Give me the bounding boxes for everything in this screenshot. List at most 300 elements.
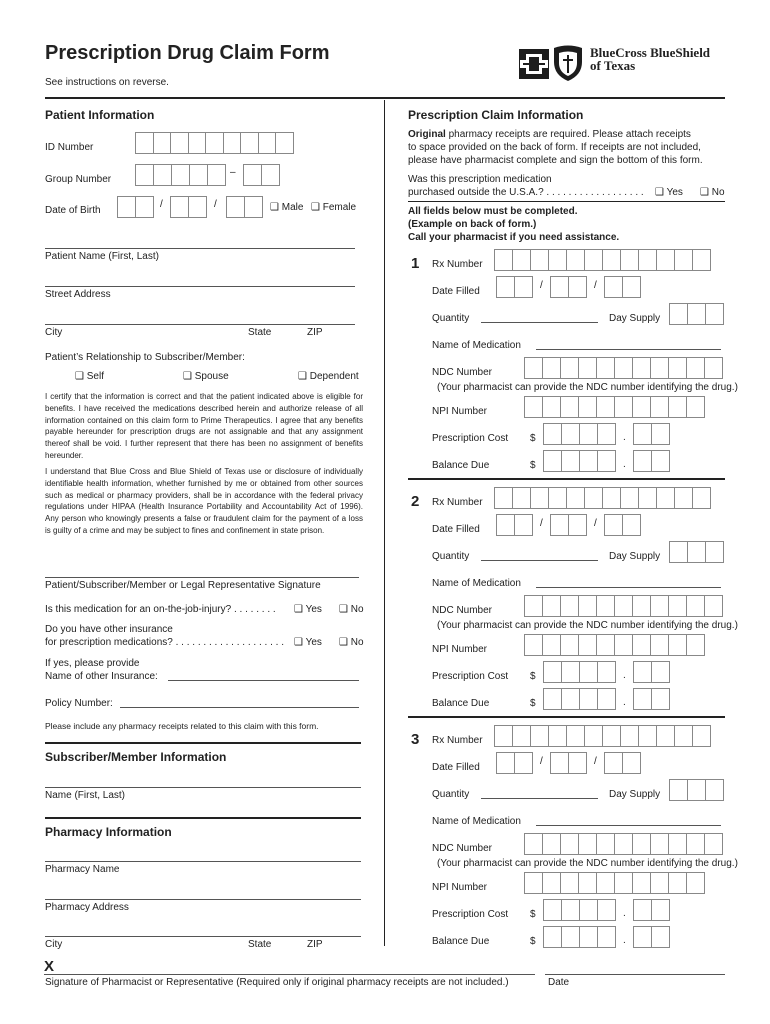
day-supply-label: Day Supply [609, 551, 661, 562]
outside-usa-yes[interactable]: ❑ Yes [655, 187, 683, 198]
npi-digit-box[interactable] [632, 396, 651, 418]
dob-slash-2: / [214, 199, 217, 210]
street-label: Street Address [45, 289, 111, 300]
id-digit-box[interactable] [275, 132, 294, 154]
cost-dollar-box[interactable] [543, 423, 562, 445]
rx-digit-box[interactable] [692, 487, 711, 509]
ndc-digit-box[interactable] [686, 595, 705, 617]
npi-digit-box[interactable] [560, 634, 579, 656]
date-year-box[interactable] [622, 276, 641, 298]
ndc-note: (Your pharmacist can provide the NDC number identifying the drug.) [437, 620, 738, 631]
male-checkbox[interactable]: ❑ Male [270, 202, 304, 213]
cost-decimal: . [623, 432, 626, 443]
date-slash: / [540, 518, 543, 529]
ndc-digit-box[interactable] [668, 595, 687, 617]
balance-dollar-box[interactable] [561, 926, 580, 948]
rx-digit-box[interactable] [584, 487, 603, 509]
prescription-cost-label: Prescription Cost [432, 671, 509, 682]
id-digit-box[interactable] [205, 132, 224, 154]
claim-rule [408, 201, 725, 202]
date-year-box[interactable] [604, 752, 623, 774]
npi-label: NPI Number [432, 644, 488, 655]
spouse-checkbox[interactable]: ❑ Spouse [183, 371, 229, 382]
ndc-digit-box[interactable] [614, 357, 633, 379]
date-year-box[interactable] [622, 752, 641, 774]
date-label: Date [548, 977, 570, 988]
day-supply-box[interactable] [669, 303, 688, 325]
pharmacy-address-label: Pharmacy Address [45, 902, 129, 913]
relationship-label: Patient’s Relationship to Subscriber/Member: [45, 352, 245, 363]
group-suffix-box[interactable] [243, 164, 262, 186]
group-digit-box[interactable] [153, 164, 172, 186]
group-digit-box[interactable] [189, 164, 208, 186]
day-supply-box[interactable] [687, 303, 706, 325]
balance-cents-box[interactable] [633, 926, 652, 948]
privacy-text: I understand that Blue Cross and Blue Shield of Texas use or disclosure of individually identifiable health information, whether furnished by me or obtained from other sources such as medical or pharmacy providers, shall be in accordance with the federal privacy regulations under HIPAA (Health Insurance Portability and Accountability Act of 1996). Any person who knowingly presents a false or fraudulent claim for the payment of a loss is guilty of a crime and may be subject to fines and confinement in state prison. [45, 467, 363, 535]
npi-digit-box[interactable] [614, 396, 633, 418]
balance-dollar-box[interactable] [597, 450, 616, 472]
ndc-digit-box[interactable] [650, 833, 669, 855]
npi-digit-box[interactable] [596, 634, 615, 656]
npi-digit-box[interactable] [560, 872, 579, 894]
self-checkbox[interactable]: ❑ Self [75, 371, 104, 382]
pharmacy-state-label: State [248, 939, 272, 950]
npi-digit-box[interactable] [596, 872, 615, 894]
cost-cents-box[interactable] [633, 661, 652, 683]
balance-dollar-box[interactable] [579, 450, 598, 472]
subscriber-rule [45, 742, 361, 744]
cost-cents-box[interactable] [651, 899, 670, 921]
ndc-digit-box[interactable] [560, 595, 579, 617]
ndc-digit-box[interactable] [596, 833, 615, 855]
claim-number: 1 [411, 255, 420, 272]
date-line[interactable] [545, 974, 725, 975]
npi-digit-box[interactable] [578, 634, 597, 656]
balance-decimal: . [623, 459, 626, 470]
quantity-label: Quantity [432, 551, 470, 562]
receipts-note: Please include any pharmacy receipts related to this claim with this form. [45, 721, 319, 731]
ndc-digit-box[interactable] [668, 833, 687, 855]
other-insurance-yes[interactable]: ❑ Yes [294, 637, 322, 648]
female-checkbox[interactable]: ❑ Female [311, 202, 357, 213]
policy-label: Policy Number: [45, 698, 113, 709]
certification-text: I certify that the information is correct and that the patient indicated above is eligible for benefits. I have received the medications described herein and authorize release of all information contained on this claim form to Prime Therapeutics. I agree that any benefits payable hereunder for prescription drugs are not assignable and that any assignment thereof shall be void. I further represent that there has been no assignment of benefits hereunder. [45, 392, 363, 460]
day-supply-box[interactable] [687, 779, 706, 801]
npi-digit-box[interactable] [650, 634, 669, 656]
date-slash: / [540, 756, 543, 767]
rx-digit-box[interactable] [656, 249, 675, 271]
rx-digit-box[interactable] [512, 249, 531, 271]
date-slash: / [594, 280, 597, 291]
rx-digit-box[interactable] [584, 249, 603, 271]
rx-digit-box[interactable] [494, 249, 513, 271]
group-digit-box[interactable] [135, 164, 154, 186]
rx-digit-box[interactable] [494, 725, 513, 747]
rx-digit-box[interactable] [620, 249, 639, 271]
cost-dollar-box[interactable] [597, 899, 616, 921]
pharmacy-name-line[interactable] [45, 861, 361, 862]
balance-dollar-box[interactable] [579, 688, 598, 710]
pharmacy-heading: Pharmacy Information [45, 825, 172, 839]
group-dash: – [230, 167, 236, 178]
ndc-note: (Your pharmacist can provide the NDC number identifying the drug.) [437, 858, 738, 869]
other-insurance-no[interactable]: ❑ No [339, 637, 364, 648]
npi-digit-box[interactable] [686, 634, 705, 656]
patient-heading: Patient Information [45, 108, 155, 122]
ndc-digit-box[interactable] [542, 833, 561, 855]
npi-digit-box[interactable] [542, 634, 561, 656]
street-line[interactable] [45, 286, 355, 287]
npi-digit-box[interactable] [650, 396, 669, 418]
group-digit-box[interactable] [207, 164, 226, 186]
pharmacy-city-label: City [45, 939, 63, 950]
patient-signature-line[interactable] [45, 577, 359, 578]
date-day-box[interactable] [568, 514, 587, 536]
balance-cents-box[interactable] [651, 450, 670, 472]
rx-digit-box[interactable] [674, 249, 693, 271]
dob-month-box[interactable] [135, 196, 154, 218]
if-yes-label-2: Name of other Insurance: [45, 671, 158, 682]
npi-digit-box[interactable] [668, 872, 687, 894]
date-day-box[interactable] [550, 752, 569, 774]
patient-signature-label: Patient/Subscriber/Member or Legal Representative Signature [45, 580, 321, 591]
required-note-2: (Example on back of form.) [408, 219, 537, 230]
pharmacy-city-line[interactable] [45, 936, 361, 937]
npi-digit-box[interactable] [542, 396, 561, 418]
id-label: ID Number [45, 142, 94, 153]
date-month-box[interactable] [496, 752, 515, 774]
balance-dollar-box[interactable] [561, 688, 580, 710]
date-slash: / [540, 280, 543, 291]
rx-digit-box[interactable] [602, 725, 621, 747]
id-digit-box[interactable] [188, 132, 207, 154]
rx-number-label: Rx Number [432, 259, 483, 270]
ndc-digit-box[interactable] [704, 595, 723, 617]
job-injury-yes[interactable]: ❑ Yes [294, 604, 322, 615]
rx-digit-box[interactable] [602, 249, 621, 271]
quantity-line[interactable] [481, 560, 598, 561]
npi-digit-box[interactable] [524, 872, 543, 894]
date-day-box[interactable] [550, 514, 569, 536]
ndc-label: NDC Number [432, 605, 493, 616]
medication-label: Name of Medication [432, 340, 521, 351]
balance-dollar-sign: $ [530, 936, 536, 947]
pharmacy-name-label: Pharmacy Name [45, 864, 120, 875]
cost-dollar-sign: $ [530, 671, 536, 682]
npi-digit-box[interactable] [686, 872, 705, 894]
quantity-label: Quantity [432, 789, 470, 800]
rx-digit-box[interactable] [530, 249, 549, 271]
npi-digit-box[interactable] [578, 872, 597, 894]
pharmacist-signature-label: Signature of Pharmacist or Representative (Required only if original pharmacy receipts are not included.) [45, 977, 509, 988]
cost-cents-box[interactable] [633, 423, 652, 445]
ndc-digit-box[interactable] [542, 357, 561, 379]
rx-digit-box[interactable] [566, 725, 585, 747]
rx-digit-box[interactable] [494, 487, 513, 509]
balance-cents-box[interactable] [633, 450, 652, 472]
cost-cents-box[interactable] [651, 423, 670, 445]
balance-dollar-sign: $ [530, 460, 536, 471]
date-slash: / [594, 756, 597, 767]
day-supply-label: Day Supply [609, 789, 661, 800]
ndc-digit-box[interactable] [578, 833, 597, 855]
claim-intro-1: Original pharmacy receipts are required. Please attach receipts [408, 129, 691, 140]
ndc-digit-box[interactable] [596, 357, 615, 379]
balance-cents-box[interactable] [651, 688, 670, 710]
ndc-digit-box[interactable] [632, 833, 651, 855]
medication-line[interactable] [536, 825, 721, 826]
dob-slash-1: / [160, 199, 163, 210]
ndc-digit-box[interactable] [704, 833, 723, 855]
npi-label: NPI Number [432, 882, 488, 893]
date-day-box[interactable] [568, 276, 587, 298]
if-yes-label-1: If yes, please provide [45, 658, 140, 669]
ndc-digit-box[interactable] [542, 595, 561, 617]
group-suffix-box[interactable] [261, 164, 280, 186]
date-day-box[interactable] [568, 752, 587, 774]
id-digit-box[interactable] [240, 132, 259, 154]
ndc-digit-box[interactable] [650, 357, 669, 379]
quantity-line[interactable] [481, 322, 598, 323]
pharmacist-signature-line[interactable] [44, 974, 535, 975]
npi-digit-box[interactable] [632, 634, 651, 656]
rx-digit-box[interactable] [548, 249, 567, 271]
balance-dollar-box[interactable] [597, 688, 616, 710]
prescription-cost-label: Prescription Cost [432, 433, 509, 444]
rx-digit-box[interactable] [656, 725, 675, 747]
outside-usa-q2: purchased outside the U.S.A.? . . . . . . . . . . . . . . . . . . [408, 187, 644, 198]
cost-cents-box[interactable] [633, 899, 652, 921]
ndc-digit-box[interactable] [650, 595, 669, 617]
date-year-box[interactable] [622, 514, 641, 536]
cost-dollar-box[interactable] [561, 661, 580, 683]
outside-usa-no[interactable]: ❑ No [700, 187, 725, 198]
pharmacy-address-line[interactable] [45, 899, 361, 900]
rx-digit-box[interactable] [620, 487, 639, 509]
balance-due-label: Balance Due [432, 936, 490, 947]
rx-digit-box[interactable] [566, 487, 585, 509]
cost-dollar-box[interactable] [597, 423, 616, 445]
rx-digit-box[interactable] [674, 725, 693, 747]
cost-dollar-box[interactable] [579, 661, 598, 683]
rx-digit-box[interactable] [638, 725, 657, 747]
medication-line[interactable] [536, 349, 721, 350]
group-label: Group Number [45, 174, 112, 185]
id-digit-box[interactable] [258, 132, 277, 154]
rx-number-label: Rx Number [432, 497, 483, 508]
rx-digit-box[interactable] [674, 487, 693, 509]
claim-number: 2 [411, 493, 420, 510]
pharmacy-rule [45, 817, 361, 819]
cost-cents-box[interactable] [651, 661, 670, 683]
balance-dollar-box[interactable] [597, 926, 616, 948]
rx-digit-box[interactable] [566, 249, 585, 271]
ndc-digit-box[interactable] [596, 595, 615, 617]
bcbs-logo-icon [518, 44, 584, 82]
rx-digit-box[interactable] [692, 725, 711, 747]
date-year-box[interactable] [604, 276, 623, 298]
id-digit-box[interactable] [135, 132, 154, 154]
balance-dollar-box[interactable] [543, 450, 562, 472]
prescription-cost-label: Prescription Cost [432, 909, 509, 920]
day-supply-box[interactable] [705, 303, 724, 325]
rx-digit-box[interactable] [620, 725, 639, 747]
balance-cents-box[interactable] [633, 688, 652, 710]
npi-digit-box[interactable] [614, 872, 633, 894]
cost-dollar-sign: $ [530, 433, 536, 444]
medication-label: Name of Medication [432, 816, 521, 827]
column-divider [384, 100, 385, 946]
date-day-box[interactable] [550, 276, 569, 298]
rx-digit-box[interactable] [530, 725, 549, 747]
rx-digit-box[interactable] [656, 487, 675, 509]
cost-dollar-box[interactable] [561, 423, 580, 445]
dob-year-box[interactable] [244, 196, 263, 218]
cost-dollar-box[interactable] [543, 899, 562, 921]
required-note-1: All fields below must be completed. [408, 206, 578, 217]
cost-dollar-box[interactable] [597, 661, 616, 683]
balance-decimal: . [623, 697, 626, 708]
ndc-digit-box[interactable] [524, 357, 543, 379]
npi-digit-box[interactable] [524, 634, 543, 656]
day-supply-box[interactable] [669, 541, 688, 563]
ndc-digit-box[interactable] [686, 833, 705, 855]
claim-number: 3 [411, 731, 420, 748]
claim-section-rule [408, 478, 725, 480]
date-month-box[interactable] [496, 514, 515, 536]
policy-line[interactable] [120, 707, 359, 708]
balance-cents-box[interactable] [651, 926, 670, 948]
date-filled-label: Date Filled [432, 762, 480, 773]
medication-line[interactable] [536, 587, 721, 588]
claim-heading: Prescription Claim Information [408, 108, 584, 122]
cost-dollar-box[interactable] [579, 899, 598, 921]
date-filled-label: Date Filled [432, 524, 480, 535]
other-insurance-line[interactable] [168, 680, 359, 681]
quantity-line[interactable] [481, 798, 598, 799]
balance-dollar-box[interactable] [543, 688, 562, 710]
ndc-digit-box[interactable] [560, 833, 579, 855]
npi-digit-box[interactable] [668, 634, 687, 656]
ndc-digit-box[interactable] [578, 357, 597, 379]
date-month-box[interactable] [496, 276, 515, 298]
ndc-digit-box[interactable] [614, 833, 633, 855]
rx-digit-box[interactable] [548, 725, 567, 747]
balance-dollar-sign: $ [530, 698, 536, 709]
npi-digit-box[interactable] [524, 396, 543, 418]
city-label: City [45, 327, 63, 338]
npi-label: NPI Number [432, 406, 488, 417]
rx-digit-box[interactable] [530, 487, 549, 509]
dependent-checkbox[interactable]: ❑ Dependent [298, 371, 359, 382]
date-month-box[interactable] [514, 514, 533, 536]
rx-digit-box[interactable] [638, 249, 657, 271]
subscriber-name-line[interactable] [45, 787, 361, 788]
ndc-digit-box[interactable] [632, 595, 651, 617]
rx-digit-box[interactable] [602, 487, 621, 509]
subscriber-heading: Subscriber/Member Information [45, 750, 227, 764]
date-year-box[interactable] [604, 514, 623, 536]
patient-name-line[interactable] [45, 248, 355, 249]
ndc-digit-box[interactable] [632, 357, 651, 379]
balance-dollar-box[interactable] [561, 450, 580, 472]
group-digit-box[interactable] [171, 164, 190, 186]
npi-digit-box[interactable] [650, 872, 669, 894]
date-month-box[interactable] [514, 276, 533, 298]
signature-x-mark: X [44, 958, 55, 975]
cost-dollar-box[interactable] [579, 423, 598, 445]
header-rule [45, 97, 725, 99]
rx-digit-box[interactable] [512, 487, 531, 509]
dob-day-box[interactable] [170, 196, 189, 218]
job-injury-question: Is this medication for an on-the-job-injury? . . . . . . . . [45, 604, 276, 615]
npi-digit-box[interactable] [686, 396, 705, 418]
ndc-digit-box[interactable] [560, 357, 579, 379]
date-month-box[interactable] [514, 752, 533, 774]
ndc-digit-box[interactable] [578, 595, 597, 617]
rx-digit-box[interactable] [584, 725, 603, 747]
medication-label: Name of Medication [432, 578, 521, 589]
ndc-label: NDC Number [432, 843, 493, 854]
ndc-digit-box[interactable] [614, 595, 633, 617]
cost-decimal: . [623, 670, 626, 681]
id-digit-box[interactable] [170, 132, 189, 154]
npi-digit-box[interactable] [560, 396, 579, 418]
rx-digit-box[interactable] [638, 487, 657, 509]
npi-digit-box[interactable] [632, 872, 651, 894]
npi-digit-box[interactable] [668, 396, 687, 418]
dob-day-box[interactable] [188, 196, 207, 218]
balance-dollar-box[interactable] [543, 926, 562, 948]
page-title: Prescription Drug Claim Form [45, 42, 330, 64]
ndc-digit-box[interactable] [686, 357, 705, 379]
id-digit-box[interactable] [223, 132, 242, 154]
ndc-note: (Your pharmacist can provide the NDC number identifying the drug.) [437, 382, 738, 393]
job-injury-no[interactable]: ❑ No [339, 604, 364, 615]
balance-dollar-box[interactable] [579, 926, 598, 948]
required-note-3: Call your pharmacist if you need assistance. [408, 232, 620, 243]
rx-digit-box[interactable] [692, 249, 711, 271]
dob-month-box[interactable] [117, 196, 136, 218]
other-insurance-q2: for prescription medications? . . . . . . . . . . . . . . . . . . . . [45, 637, 284, 648]
ndc-digit-box[interactable] [524, 595, 543, 617]
brand-name: BlueCross BlueShield of Texas [590, 45, 711, 73]
cost-dollar-box[interactable] [561, 899, 580, 921]
npi-digit-box[interactable] [578, 396, 597, 418]
npi-digit-box[interactable] [596, 396, 615, 418]
zip-label: ZIP [307, 327, 323, 338]
claim-section-rule [408, 716, 725, 718]
ndc-digit-box[interactable] [704, 357, 723, 379]
rx-digit-box[interactable] [512, 725, 531, 747]
npi-digit-box[interactable] [542, 872, 561, 894]
rx-number-label: Rx Number [432, 735, 483, 746]
rx-digit-box[interactable] [548, 487, 567, 509]
id-digit-box[interactable] [153, 132, 172, 154]
ndc-digit-box[interactable] [668, 357, 687, 379]
day-supply-box[interactable] [705, 541, 724, 563]
ndc-digit-box[interactable] [524, 833, 543, 855]
day-supply-box[interactable] [669, 779, 688, 801]
npi-digit-box[interactable] [614, 634, 633, 656]
day-supply-label: Day Supply [609, 313, 661, 324]
cost-dollar-box[interactable] [543, 661, 562, 683]
date-slash: / [594, 518, 597, 529]
dob-year-box[interactable] [226, 196, 245, 218]
city-line[interactable] [45, 324, 355, 325]
day-supply-box[interactable] [705, 779, 724, 801]
day-supply-box[interactable] [687, 541, 706, 563]
